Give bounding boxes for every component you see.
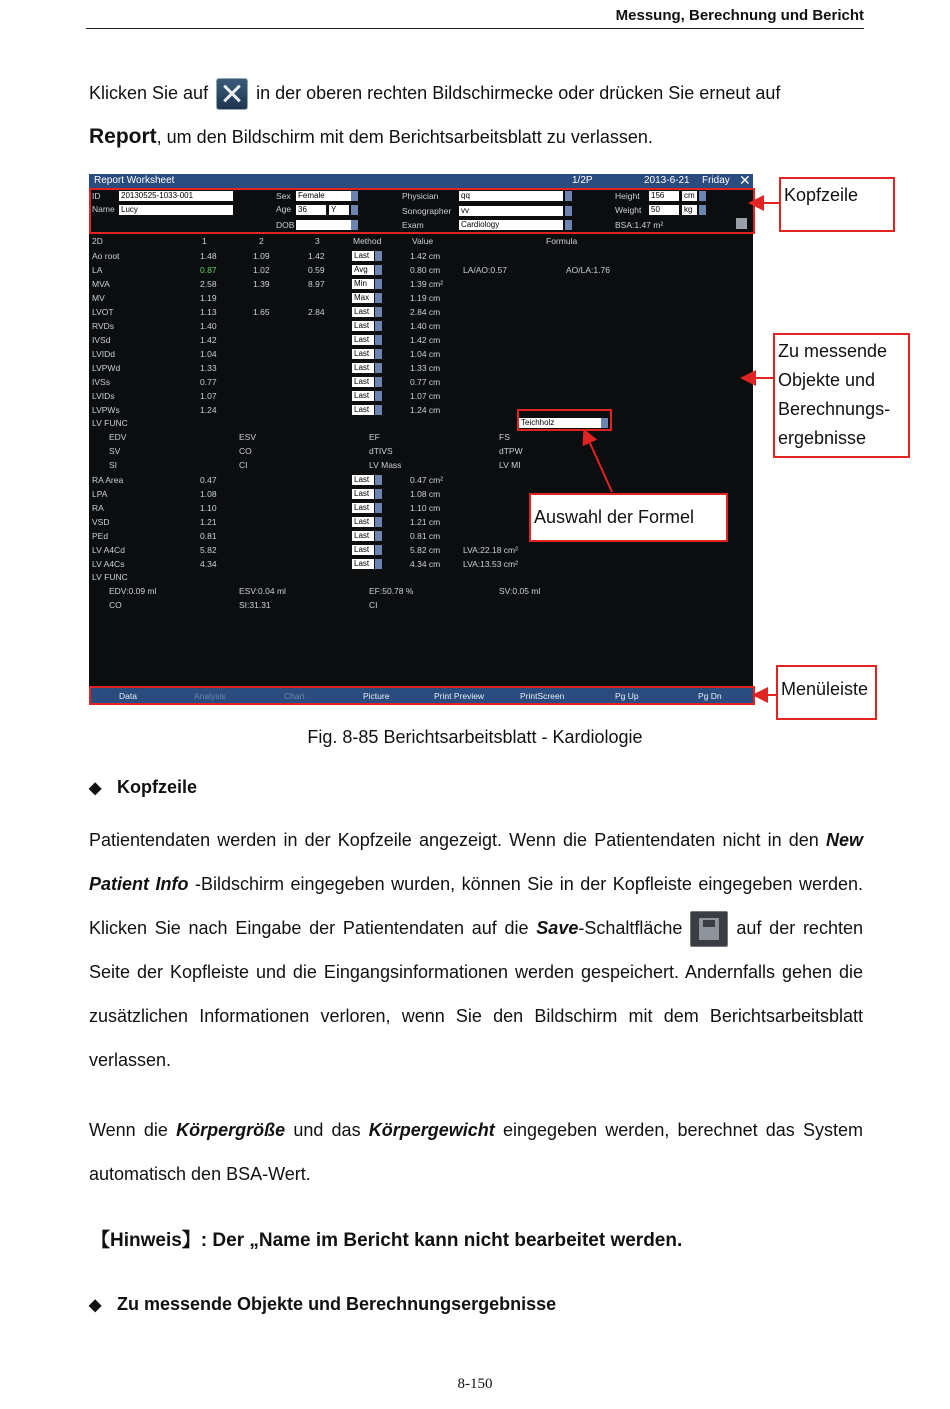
measurement-result: 1.33 cm [410,363,441,373]
weight-label: Weight [615,205,642,215]
weight-unit-select[interactable]: kg [682,205,697,215]
method-select[interactable]: Last [352,503,374,513]
lv-func-parameter: ESV [239,432,257,442]
measurement-name: VSD [92,517,110,527]
arrow-formula [585,432,612,492]
column-header: 2 [259,236,264,246]
method-select[interactable]: Last [352,475,374,485]
measurement-value-2: 1.65 [253,307,270,317]
lv-func-parameter: LV Mass [369,460,402,470]
measurement-result: 1.42 cm [410,251,441,261]
measurement-ratio: LA/AO:0.57 [463,265,507,275]
height-unit-select[interactable]: cm [682,191,697,201]
measurement-name: PEd [92,531,109,541]
page-number: 8-150 [457,1376,493,1392]
measurement-value-1: 1.21 [200,517,217,527]
menu-item-picture[interactable]: Picture [363,691,390,701]
new-patient-info-keyword: New Patient Info [89,830,863,894]
para2-text-a: Patientendaten werden in der Kopfzeile angezeigt. Wenn die Patientendaten nicht in den [89,830,819,850]
measurement-value-1: 1.08 [200,489,217,499]
diamond-bullet-icon: ◆ [89,780,102,797]
physician-field[interactable]: qq [459,191,563,201]
callout-measure-items: Zu messende Objekte und Berechnungs-ergebnisse [773,333,910,458]
height-field[interactable]: 156 [649,191,679,201]
worksheet-weekday: Friday [702,175,730,186]
measurement-value-1: 0.77 [200,377,217,387]
age-label: Age [276,204,292,214]
method-select[interactable]: Avg [352,265,374,275]
para3-text-a: Wenn die [89,1120,168,1140]
measurement-name: MVA [92,279,110,289]
save-keyword: Save [536,918,579,938]
koerpergroesse-keyword: Körpergröße [176,1120,286,1140]
measurement-value-1: 1.33 [200,363,217,373]
method-select[interactable]: Last [352,391,374,401]
measurement-name: MV [92,293,105,303]
paragraph-patient-data [89,818,863,1082]
measurement-name: LV A4Cs [92,559,125,569]
lv-func-parameter: EDV [109,432,127,442]
method-select[interactable]: Last [352,559,374,569]
menu-item-chart[interactable]: Chart [284,691,305,701]
exam-label: Exam [402,220,424,230]
measurement-value-1: 1.24 [200,405,217,415]
id-label: ID [92,191,101,201]
measurement-result: 1.07 cm [410,391,441,401]
measurement-value-1: 1.40 [200,321,217,331]
measurement-result: 0.47 cm² [410,475,444,485]
lv-func-parameter: SI [109,460,118,470]
close-icon[interactable]: ✕ [739,172,751,188]
name-label: Name [92,204,115,214]
measurement-name: IVSs [92,377,110,387]
menu-item-data[interactable]: Data [119,691,137,701]
measurement-name: RVDs [92,321,115,331]
measurement-result: 0.81 cm [410,531,441,541]
measurement-value-1: 0.87 [200,265,217,275]
measurement-name: LA [92,265,103,275]
menu-item-printscreen[interactable]: PrintScreen [520,691,565,701]
measurement-name: Ao root [92,251,120,261]
sonographer-label: Sonographer [402,206,452,216]
measurement-value-3: 0.59 [308,265,325,275]
method-select[interactable]: Last [352,363,374,373]
lv-func-result: SI:31.31 [239,600,271,610]
name-field: Lucy [119,205,233,215]
callout-menubar: Menüleiste [776,665,877,720]
para3-text-e: eingegeben werden, berechnet das System automatisch den BSA-Wert. [89,1120,863,1184]
column-header: 3 [315,236,320,246]
method-select[interactable]: Min [352,279,374,289]
measurement-name: RA [92,503,104,513]
method-select[interactable]: Last [352,251,374,261]
paragraph-bsa [89,1108,863,1196]
measurement-result: 1.08 cm [410,489,441,499]
method-select[interactable]: Last [352,377,374,387]
measurement-value-1: 4.34 [200,559,217,569]
page-indicator: 1/2P [572,175,593,186]
section-heading-measure [89,1294,556,1315]
lv-func-result: ESV:0.04 ml [239,586,286,596]
lv-func-parameter: FS [499,432,510,442]
figure-caption: Fig. 8-85 Berichtsarbeitsblatt - Kardiologie [307,727,643,747]
measurement-value-1: 1.42 [200,335,217,345]
menu-item-pg-dn[interactable]: Pg Dn [698,691,722,701]
measurement-value-1: 1.13 [200,307,217,317]
measurement-value-1: 5.82 [200,545,217,555]
intro-text-b: in der oberen rechten Bildschirmecke oder drücken Sie erneut auf [256,83,781,103]
lv-func-label: LV FUNC [92,418,128,428]
method-select[interactable]: Last [352,349,374,359]
report-keyword: Report [89,125,157,148]
ao-la-ratio: AO/LA:1.76 [566,265,610,275]
measurement-result: 2.84 cm [410,307,441,317]
lv-func-parameter: dTIVS [369,446,393,456]
formula-select[interactable]: Teichholz [519,418,601,428]
measurement-result: 4.34 cm [410,559,441,569]
measurement-result: 1.19 cm [410,293,441,303]
column-header: 1 [202,236,207,246]
measurement-value-1: 0.47 [200,475,217,485]
measurement-result: 0.80 cm [410,265,441,275]
lv-func-result: CO [109,600,122,610]
koerpergewicht-keyword: Körpergewicht [368,1120,495,1140]
method-select[interactable]: Max [352,293,374,303]
measurement-result: 5.82 cm [410,545,441,555]
menu-item-pg-up[interactable]: Pg Up [615,691,639,701]
measurement-name: LVPWs [92,405,120,415]
para2-text-e: -Schaltfläche [578,918,683,938]
measurement-result: 1.39 cm² [410,279,444,289]
measurement-result: 1.24 cm [410,405,441,415]
lv-func-parameter: CO [239,446,252,456]
measurement-result: 1.04 cm [410,349,441,359]
worksheet-title: Report Worksheet [94,175,175,186]
measurement-value-1: 1.07 [200,391,217,401]
exam-field[interactable]: Cardiology [459,220,563,230]
menu-item-analysis[interactable]: Analysis [194,691,226,701]
method-select[interactable]: Last [352,405,374,415]
method-select[interactable]: Last [352,531,374,541]
lv-func-result: EF:50.78 % [369,586,414,596]
save-icon [690,911,728,947]
measurement-name: LVIDs [92,391,115,401]
measurement-name: IVSd [92,335,111,345]
worksheet-date: 2013-6-21 [644,175,690,186]
measurement-value-3: 2.84 [308,307,325,317]
running-header: Messung, Berechnung und Bericht [615,7,864,24]
weight-field[interactable]: 50 [649,205,679,215]
measurement-value-2: 1.39 [253,279,270,289]
measurement-value-1: 1.48 [200,251,217,261]
column-header: 2D [92,236,103,246]
menu-item-print-preview[interactable]: Print Preview [434,691,485,701]
physician-label: Physician [402,191,439,201]
para3-text-c: und das [293,1120,361,1140]
lv-func-result: SV:0.05 ml [499,586,541,596]
measurement-value-1: 1.19 [200,293,217,303]
dob-label: DOB [276,220,295,230]
method-select[interactable]: Last [352,545,374,555]
column-header: Formula [546,236,578,246]
measurement-value-3: 1.42 [308,251,325,261]
age-field[interactable]: 36 [296,205,326,215]
measurement-name: LVOT [92,307,114,317]
column-header: Method [353,236,382,246]
lv-func-parameter: LV MI [499,460,521,470]
measurement-value-1: 1.10 [200,503,217,513]
section-title: Kopfzeile [117,777,198,797]
lv-func-label-2: LV FUNC [92,572,128,582]
measurement-value-1: 0.81 [200,531,217,541]
diamond-bullet-icon: ◆ [89,1297,102,1314]
lv-func-result: EDV:0.09 ml [109,586,157,596]
lv-func-parameter: dTPW [499,446,523,456]
intro-text-c: , um den Bildschirm mit dem Berichtsarbeitsblatt zu verlassen. [156,127,653,147]
method-select[interactable]: Last [352,335,374,345]
lv-func-parameter: CI [239,460,248,470]
measurement-value-2: 1.02 [253,265,270,275]
measurement-ratio: LVA:22.18 cm² [463,545,518,555]
section-title: Zu messende Objekte und Berechnungsergebnisse [117,1294,557,1314]
measurement-ratio: LVA:13.53 cm² [463,559,518,569]
callout-formula-selection: Auswahl der Formel [529,493,728,542]
measurement-result: 0.77 cm [410,377,441,387]
measurement-value-3: 8.97 [308,279,325,289]
measurement-result: 1.21 cm [410,517,441,527]
measurement-result: 1.10 cm [410,503,441,513]
measurement-value-2: 1.09 [253,251,270,261]
column-header: Value [412,236,434,246]
sonographer-field[interactable]: vv [459,206,563,216]
method-select[interactable]: Last [352,517,374,527]
measurement-name: LVIDd [92,349,115,359]
lv-func-parameter: SV [109,446,121,456]
measurement-name: LV A4Cd [92,545,125,555]
measurement-name: LVPWd [92,363,121,373]
para2-text-c: -Bildschirm eingegeben wurden, können Sie in der Kopfleiste eingegeben werden. Klicken Sie nach Eingabe der Patientendaten auf die [89,874,863,938]
measurement-name: RA Area [92,475,124,485]
measurement-value-1: 1.04 [200,349,217,359]
note-hinweis: 【Hinweis】: Der „Name im Bericht kann nicht bearbeitet werden. [91,1230,683,1251]
sex-select[interactable]: Female [296,191,351,201]
measurement-name: LPA [92,489,108,499]
section-heading-kopfzeile [89,777,197,798]
method-select[interactable]: Last [352,307,374,317]
method-select[interactable]: Last [352,489,374,499]
callout-kopfzeile: Kopfzeile [779,177,895,232]
method-select[interactable]: Last [352,321,374,331]
lv-func-parameter: EF [369,432,380,442]
height-label: Height [615,191,640,201]
age-unit-select[interactable]: Y [329,205,349,215]
para2-text-f: auf der rechten Seite der Kopfleiste und die Eingangsinformationen werden gespeichert. Andernfalls gehen die zusätzlichen Informationen verloren, wenn Sie den Bildschirm mit dem Berichtsarbeitsblatt verlassen. [89,918,863,1070]
measurement-result: 1.42 cm [410,335,441,345]
id-field[interactable]: 20130525-1033-001 [119,191,233,201]
sex-label: Sex [276,191,291,201]
measurement-value-1: 2.58 [200,279,217,289]
lv-func-result: CI [369,600,378,610]
bsa-value: BSA:1.47 m² [615,220,664,230]
measurement-result: 1.40 cm [410,321,441,331]
intro-text-a: Klicken Sie auf [89,83,209,103]
